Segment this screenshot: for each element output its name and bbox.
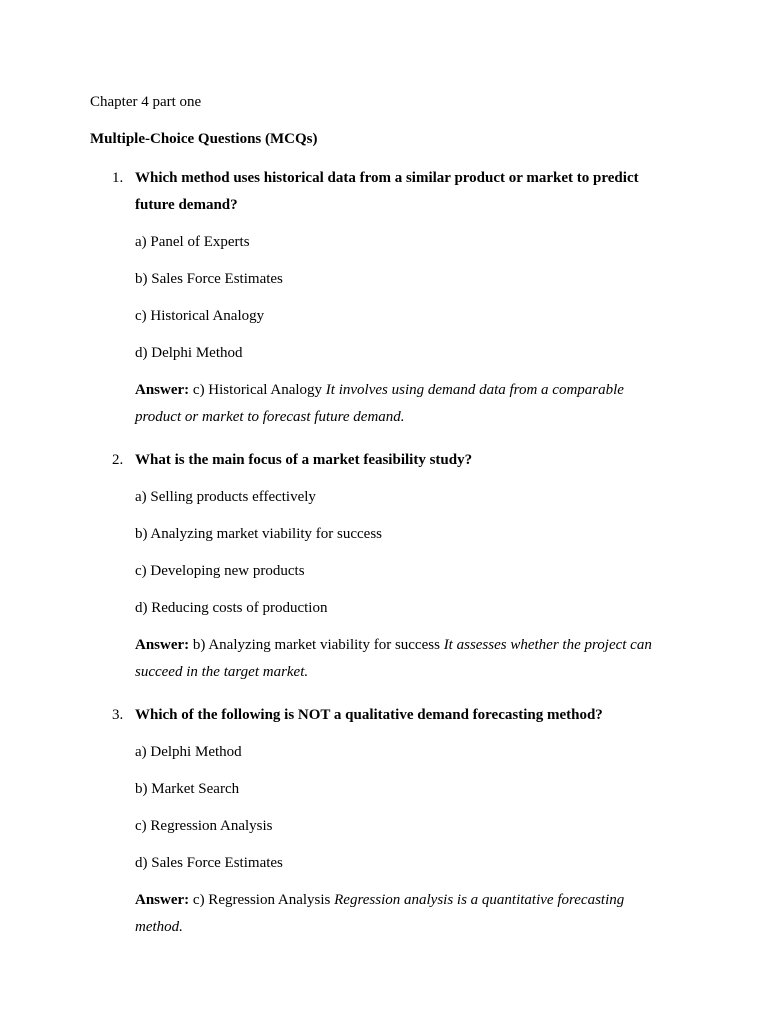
question-text: Which method uses historical data from a similar product or market to predict future demand? — [135, 170, 639, 213]
question-list — [90, 165, 670, 941]
answer-option: a) Delphi Method — [135, 744, 242, 760]
answer-explanation: It involves using demand data from a comparable product or market to forecast future demand. — [135, 382, 624, 425]
answer-explanation: It assesses whether the project can succeed in the target market. — [135, 637, 652, 680]
document-page — [90, 92, 670, 941]
answer-option: d) Reducing costs of production — [135, 600, 328, 616]
answer-line — [135, 887, 670, 941]
answer-option: b) Analyzing market viability for success — [135, 526, 383, 542]
answer-explanation: Regression analysis is a quantitative forecasting method. — [135, 892, 625, 935]
answer-value: b) Analyzing market viability for success — [192, 637, 440, 653]
answer-option: a) Panel of Experts — [135, 234, 250, 250]
question-text: What is the main focus of a market feasibility study? — [135, 452, 473, 468]
section-heading: Multiple-Choice Questions (MCQs) — [90, 131, 318, 147]
answer-option: d) Sales Force Estimates — [135, 855, 283, 871]
question-item — [90, 165, 670, 431]
answer-option: b) Sales Force Estimates — [135, 271, 283, 287]
answer-line — [135, 377, 670, 431]
question-text: Which of the following is NOT a qualitative demand forecasting method? — [135, 707, 603, 723]
answer-option: a) Selling products effectively — [135, 489, 316, 505]
answer-value: c) Regression Analysis — [192, 892, 331, 908]
answer-option: b) Market Search — [135, 781, 240, 797]
answer-label: Answer: — [135, 382, 190, 398]
answer-option: c) Developing new products — [135, 563, 305, 579]
answer-option: d) Delphi Method — [135, 345, 243, 361]
answer-option: c) Regression Analysis — [135, 818, 273, 834]
document-title: Chapter 4 part one — [90, 94, 202, 110]
question-number: 2. — [112, 452, 124, 468]
answer-line — [135, 632, 670, 686]
answer-option: c) Historical Analogy — [135, 308, 265, 324]
question-number: 1. — [112, 170, 124, 186]
question-item — [90, 702, 670, 941]
answer-label: Answer: — [135, 892, 190, 908]
question-item — [90, 447, 670, 686]
answer-label: Answer: — [135, 637, 190, 653]
answer-value: c) Historical Analogy — [192, 382, 323, 398]
question-number: 3. — [112, 707, 124, 723]
